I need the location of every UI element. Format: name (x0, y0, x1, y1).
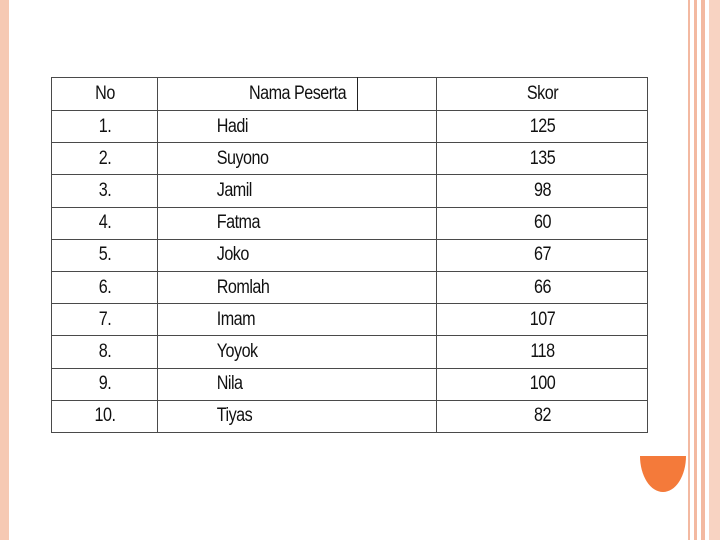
score-table (51, 77, 648, 433)
cell-score: 82 (452, 400, 631, 432)
table-row (52, 368, 648, 400)
header-no: No (59, 78, 149, 111)
cell-no: 10. (59, 400, 149, 432)
cell-no: 9. (59, 368, 149, 400)
cell-score: 107 (452, 304, 631, 336)
cell-score: 66 (452, 271, 631, 303)
right-decorative-frame (688, 0, 720, 540)
cell-no: 6. (59, 271, 149, 303)
table-row (52, 207, 648, 239)
cell-name: Hadi (178, 111, 415, 143)
table-row (52, 239, 648, 271)
table-row (52, 175, 648, 207)
cell-name: Suyono (178, 143, 415, 175)
cell-name: Tiyas (178, 400, 415, 432)
cell-name: Yoyok (178, 336, 415, 368)
table-row (52, 271, 648, 303)
cell-no: 1. (59, 111, 149, 143)
table-row (52, 304, 648, 336)
header-name: Nama Peserta (178, 78, 415, 111)
table-row (52, 111, 648, 143)
cell-score: 118 (452, 336, 631, 368)
header-score: Skor (452, 78, 631, 111)
cell-no: 4. (59, 207, 149, 239)
cell-no: 7. (59, 304, 149, 336)
cell-name: Romlah (178, 271, 415, 303)
table-row (52, 143, 648, 175)
frame-line (688, 0, 690, 540)
cell-no: 5. (59, 239, 149, 271)
table-row (52, 336, 648, 368)
cell-score: 125 (452, 111, 631, 143)
left-decorative-bar (0, 0, 9, 540)
table-row (52, 400, 648, 432)
text-cursor (357, 77, 358, 111)
cell-name: Nila (178, 368, 415, 400)
cell-score: 135 (452, 143, 631, 175)
cell-score: 67 (452, 239, 631, 271)
cell-score: 60 (452, 207, 631, 239)
frame-line (701, 0, 705, 540)
cell-no: 3. (59, 175, 149, 207)
decorative-orange-circle (640, 456, 686, 492)
cell-name: Joko (178, 239, 415, 271)
cell-name: Imam (178, 304, 415, 336)
frame-line (709, 0, 720, 540)
cell-name: Jamil (178, 175, 415, 207)
cell-no: 8. (59, 336, 149, 368)
cell-name: Fatma (178, 207, 415, 239)
cell-score: 98 (452, 175, 631, 207)
frame-line (694, 0, 697, 540)
table-header-row (52, 78, 648, 111)
cell-no: 2. (59, 143, 149, 175)
cell-score: 100 (452, 368, 631, 400)
